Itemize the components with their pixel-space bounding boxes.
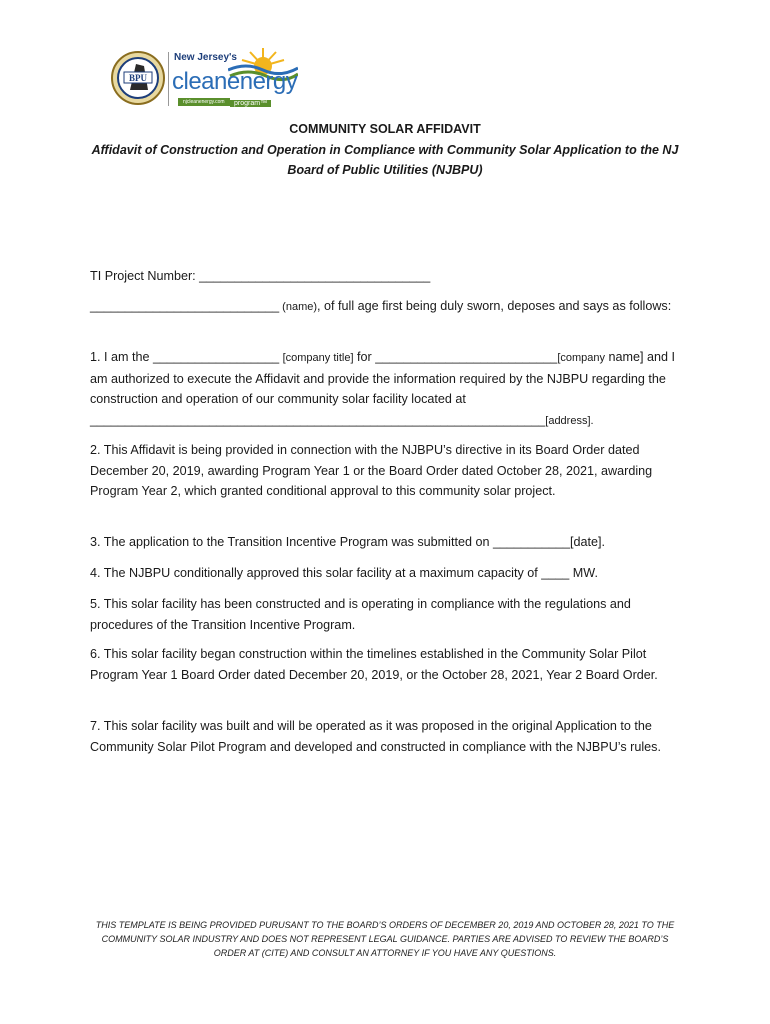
logo-divider <box>168 52 169 106</box>
bpu-seal-icon <box>110 50 166 106</box>
seal-text: BPU <box>129 73 147 83</box>
logo-url: njcleanenergy.com <box>178 98 230 106</box>
name-label: (name) <box>279 301 318 313</box>
project-number-line: TI Project Number: _________________________________ <box>90 269 431 283</box>
p1-part-a: 1. I am the __________________ <box>90 350 283 364</box>
name-blank: ___________________________ <box>90 299 280 313</box>
intro-paragraph <box>90 296 682 318</box>
address-label: [address]. <box>545 414 594 427</box>
paragraph-6: 6. This solar facility began construction within the timelines established in the Community Solar Pilot Program Year 1 Board Order dated December 20, 2019, or the October 28, 2021, Year 2 Board Order. <box>90 647 658 682</box>
njbpu-cleanenergy-logo <box>110 44 300 114</box>
company-title-label: [company title] <box>282 352 354 364</box>
footer-disclaimer: THIS TEMPLATE IS BEING PROVIDED PURUSANT TO THE BOARD’S ORDERS OF DECEMBER 20, 2019 AND OCTOBER 28, 2021 TO THE COMMUNITY SOLAR INDUSTRY AND DOES NOT REPRESENT LEGAL GUIDANCE. PARTIES ARE ADVISED TO REVIEW THE BOARD’S ORDER AT (CITE) AND CONSULT AN ATTORNEY IF YOU HAVE ANY QUESTIONS. <box>95 920 675 958</box>
document-subtitle: Affidavit of Construction and Operation in Compliance with Community Solar Application to the NJ Board of Public Utilities (NJBPU) <box>91 143 679 177</box>
paragraph-7: 7. This solar facility was built and will be operated as it was proposed in the original Application to the Community Solar Pilot Program and developed and constructed in compliance with the NJBPU’s rules. <box>90 719 661 754</box>
paragraph-5: 5. This solar facility has been constructed and is operating in compliance with the regulations and procedures of the Transition Incentive Program. <box>90 597 631 632</box>
paragraph-2: 2. This Affidavit is being provided in connection with the NJBPU’s directive in its Board Order dated December 20, 2019, awarding Program Year 1 or the Board Order dated October 28, 2021, awarding Program Year 2, which granted conditional approval to this community solar project. <box>90 443 653 498</box>
logo-brand-main: cleanenergy <box>172 68 298 95</box>
p1-part-c: name] and I am authorized to execute the Affidavit and provide the information required by the NJBPU regarding the construction and operation of our community solar facility located at _________________________________________________________________ <box>90 350 676 427</box>
p1-part-b: for __________________________ <box>353 350 558 364</box>
intro-text: , of full age first being duly sworn, deposes and says as follows: <box>317 299 672 313</box>
paragraph-1 <box>90 347 682 431</box>
company-label: [company <box>557 352 606 364</box>
paragraph-4: 4. The NJBPU conditionally approved this solar facility at a maximum capacity of ____ MW. <box>90 566 598 580</box>
paragraph-3: 3. The application to the Transition Incentive Program was submitted on ___________[date]. <box>90 535 606 549</box>
logo-program: program™ <box>230 100 271 107</box>
document-title: COMMUNITY SOLAR AFFIDAVIT <box>289 122 481 136</box>
logo-brand-line: New Jersey's <box>174 52 237 63</box>
